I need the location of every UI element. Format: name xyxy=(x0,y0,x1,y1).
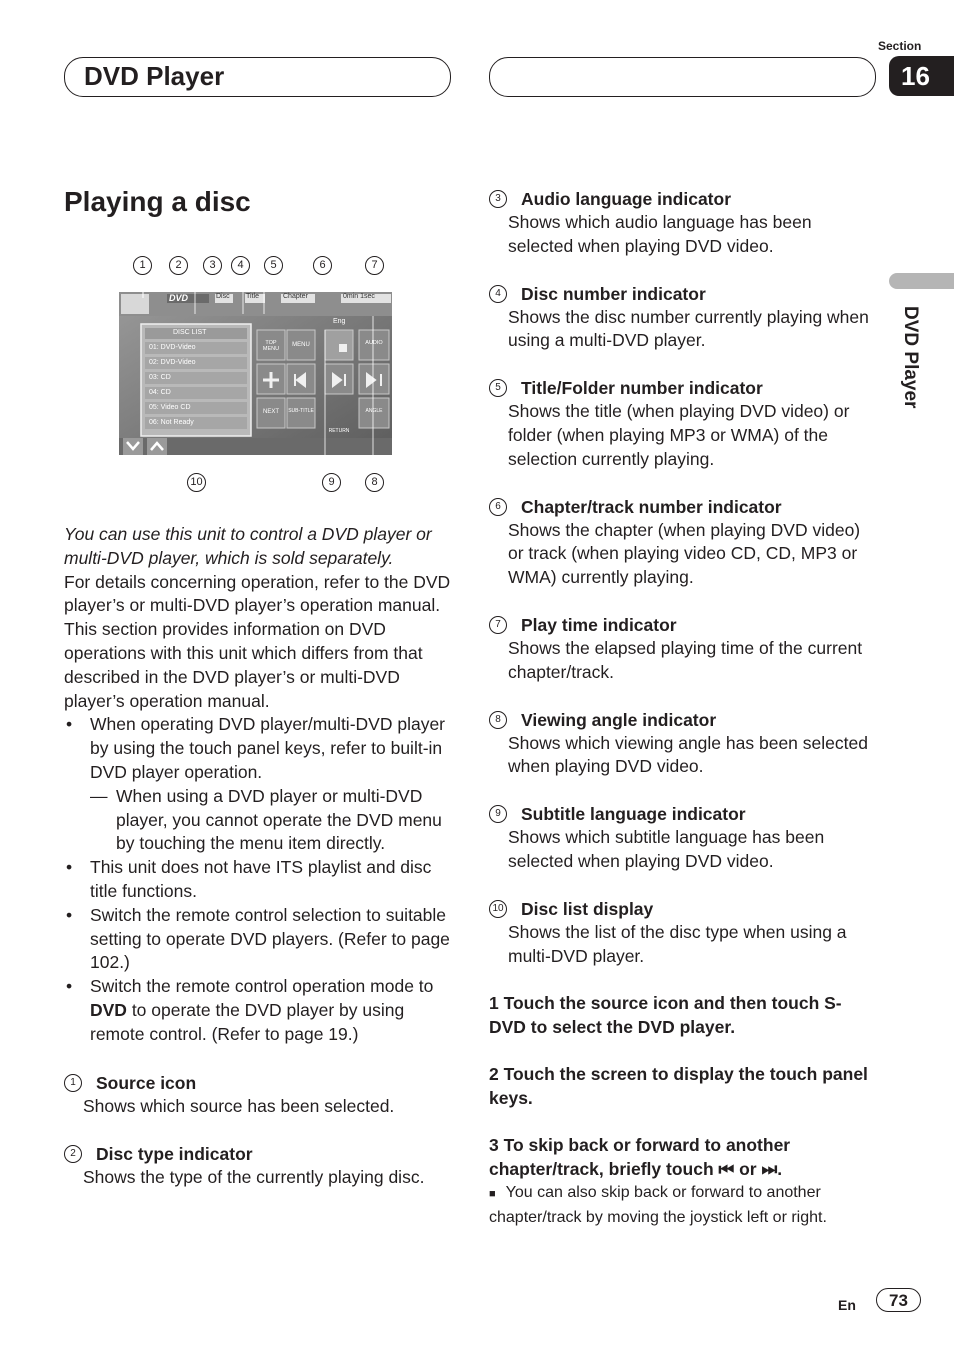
dvd-screen-figure xyxy=(119,292,392,455)
item-number: 8 xyxy=(489,711,507,729)
step-1: 1 Touch the source icon and then touch S-DVD to select the DVD player. xyxy=(489,993,842,1038)
intro-italic: You can use this unit to control a DVD player or multi-DVD player, which is sold separately. xyxy=(64,524,432,568)
item-title-text: Chapter/track number indicator xyxy=(521,496,782,517)
item-title-text: Source icon xyxy=(96,1072,197,1093)
item-number: 7 xyxy=(489,616,507,634)
screen-title-label: Title xyxy=(246,293,259,300)
item-description: Shows which source has been selected. xyxy=(83,1095,395,1116)
right-column-text xyxy=(489,187,875,1230)
item-description: Shows which subtitle language has been selected when playing DVD video. xyxy=(508,827,825,871)
callout-4: 4 xyxy=(231,256,250,275)
header-right-frame xyxy=(489,57,876,97)
screen-next-button[interactable]: NEXT xyxy=(262,409,279,415)
note-text: You can also skip back or forward to another chapter/track by moving the joystick left or right. xyxy=(489,1184,827,1227)
step-3-note xyxy=(489,1181,875,1230)
side-tab-bar xyxy=(889,273,954,289)
screen-chapter-label: Chapter xyxy=(283,293,308,300)
source-icon xyxy=(121,294,149,314)
item-number: 4 xyxy=(489,285,507,303)
bullet-remote-mode-pre: Switch the remote control operation mode to xyxy=(90,976,434,997)
header-title: DVD Player xyxy=(84,61,225,91)
intro-text: For details concerning operation, refer to the DVD player’s or multi-DVD player’s operation manual. This section provides information on DVD operations with this unit which differs from that described in the DVD player’s or multi-DVD player’s operation manual. xyxy=(64,571,451,711)
bullet-its-playlist: • This unit does not have ITS playlist and disc title functions. xyxy=(64,856,454,904)
item-title-text: Audio language indicator xyxy=(521,189,732,209)
bullet-remote-selection: • Switch the remote control selection to suitable setting to operate DVD players. (Refer to page 102.) xyxy=(64,904,454,975)
screen-menu-button[interactable]: MENU xyxy=(292,342,310,348)
screen-top-menu-button[interactable]: TOP MENU xyxy=(262,340,280,352)
section-label: Section xyxy=(878,39,922,53)
item-title xyxy=(489,282,875,306)
page-title: Playing a disc xyxy=(64,186,251,217)
item-description: Shows the disc number currently playing when using a multi-DVD player. xyxy=(508,306,869,351)
left-column-text xyxy=(64,523,454,1190)
disc-list-row[interactable]: 06: Not Ready xyxy=(149,419,194,426)
item-title xyxy=(489,897,875,921)
screen-audio-button[interactable]: AUDIO xyxy=(365,340,383,346)
item-number: 6 xyxy=(489,498,507,516)
screen-disc-label: Disc xyxy=(216,293,230,300)
item-title-text: Disc number indicator xyxy=(521,283,706,304)
callout-7: 7 xyxy=(365,256,384,275)
disc-list-row[interactable]: 04: CD xyxy=(149,389,171,396)
item-description: Shows the chapter (when playing DVD video) or track (when playing video CD, CD, MP3 or WMA) currently playing. xyxy=(508,519,861,588)
item-title-text: Subtitle language indicator xyxy=(521,804,746,825)
item-title xyxy=(489,802,875,826)
step-3: 3 To skip back or forward to another chapter/track, briefly touch ⏮ or ⏭. xyxy=(489,1135,791,1180)
screen-subtitle-button[interactable]: SUB-TITLE xyxy=(288,408,314,414)
item-number: 3 xyxy=(489,190,507,208)
callout-6: 6 xyxy=(313,256,332,275)
bullet-remote-mode xyxy=(64,975,454,1046)
section-number: 16 xyxy=(889,56,954,96)
item-number: 5 xyxy=(489,379,507,397)
item-title-text: Viewing angle indicator xyxy=(521,709,717,730)
callout-10: 10 xyxy=(187,473,206,492)
item-title xyxy=(489,376,875,400)
item-title xyxy=(64,1071,454,1095)
screen-angle-button[interactable]: ANGLE xyxy=(365,408,383,414)
item-number: 10 xyxy=(489,900,507,918)
page-number: 73 xyxy=(876,1288,921,1312)
screen-disc-list-title: DISC LIST xyxy=(173,329,207,336)
callout-3: 3 xyxy=(203,256,222,275)
item-title xyxy=(489,495,875,519)
disc-list-row[interactable]: 01: DVD-Video xyxy=(149,344,196,351)
item-description: Shows the elapsed playing time of the current chapter/track. xyxy=(508,637,863,682)
screen-time-label: 0min 1sec xyxy=(343,293,375,300)
item-title-text: Title/Folder number indicator xyxy=(521,378,763,399)
disc-list-row[interactable]: 02: DVD-Video xyxy=(149,359,196,366)
dash-mark: — xyxy=(90,785,108,806)
item-title xyxy=(489,187,875,211)
screen-return-button[interactable]: RETURN xyxy=(328,428,350,434)
item-number: 2 xyxy=(64,1145,82,1163)
disc-list-row[interactable]: 03: CD xyxy=(149,374,171,381)
screen-source-label: DVD xyxy=(169,293,189,303)
item-number: 1 xyxy=(64,1074,82,1092)
item-title-text: Disc type indicator xyxy=(96,1144,253,1165)
screen-language-label: Eng xyxy=(333,318,346,325)
bullet-touch-panel: • When operating DVD player/multi-DVD player by using the touch panel keys, refer to built-in DVD player operation. xyxy=(64,713,454,784)
item-description: Shows which audio language has been selected when playing DVD video. xyxy=(508,212,812,256)
callout-5: 5 xyxy=(264,256,283,275)
side-tab-title: DVD Player xyxy=(900,306,921,409)
step-2: 2 Touch the screen to display the touch panel keys. xyxy=(489,1064,868,1109)
disc-list-row[interactable]: 05: Video CD xyxy=(149,404,191,411)
item-description: Shows which viewing angle has been selected when playing DVD video. xyxy=(508,732,868,777)
callout-1: 1 xyxy=(133,256,152,275)
note-square-icon: ■ xyxy=(489,1188,496,1201)
callout-2: 2 xyxy=(169,256,188,275)
item-description: Shows the title (when playing DVD video) or folder (when playing MP3 or WMA) of the selection currently playing. xyxy=(508,401,850,469)
footer-language: En xyxy=(838,1297,856,1313)
item-number: 9 xyxy=(489,805,507,823)
item-title-text: Play time indicator xyxy=(521,614,677,635)
item-title xyxy=(489,613,875,637)
item-title xyxy=(489,708,875,732)
sub-bullet-menu xyxy=(64,785,454,856)
item-description: Shows the list of the disc type when using a multi-DVD player. xyxy=(508,921,847,966)
bullet-remote-mode-post: to operate the DVD player by using remote control. (Refer to page 19.) xyxy=(90,999,405,1044)
callout-8: 8 xyxy=(365,473,384,492)
item-description: Shows the type of the currently playing disc. xyxy=(83,1167,425,1188)
item-title-text: Disc list display xyxy=(521,898,654,919)
bullet-remote-mode-bold: DVD xyxy=(90,999,127,1020)
item-title xyxy=(64,1142,454,1166)
sub-bullet-text: When using a DVD player or multi-DVD player, you cannot operate the DVD menu by touching the menu item directly. xyxy=(116,785,442,854)
callout-9: 9 xyxy=(322,473,341,492)
